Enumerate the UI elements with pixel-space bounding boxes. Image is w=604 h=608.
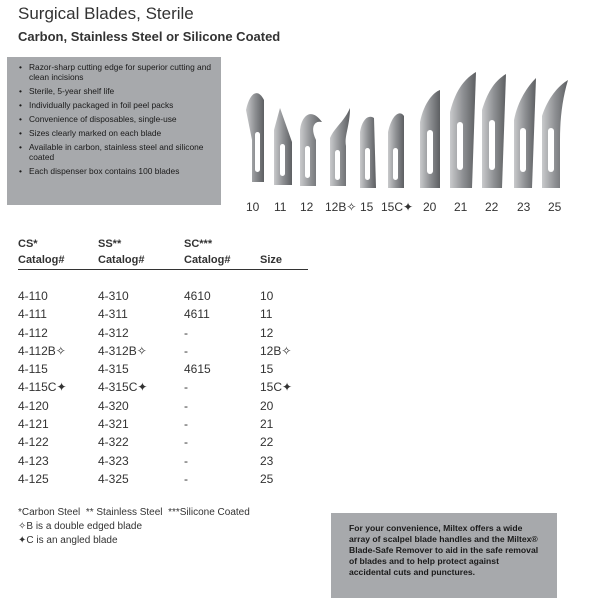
- blade-12b-icon: [330, 108, 350, 186]
- feature-item: • Sterile, 5-year shelf life: [17, 86, 215, 96]
- table-cell: 4-312B✧: [98, 343, 147, 358]
- feature-item: • Convenience of disposables, single-use: [17, 114, 215, 124]
- features-panel: [7, 57, 221, 205]
- table-cell: 4-322: [98, 435, 129, 450]
- ss-header-line2: Catalog#: [98, 254, 145, 266]
- ss-header-line1: SS**: [98, 238, 122, 250]
- table-cell: 20: [260, 398, 274, 413]
- table-cell: 4-125: [18, 471, 49, 486]
- promo-text: For your convenience, Miltex offers a wide array of scalpel blade handles and the Miltex® Blade-Safe Remover to aid in the safe removal of blades and to help protect against accidental cuts and punctures.: [349, 523, 539, 577]
- c-note: ✦C is an angled blade: [18, 535, 118, 546]
- blade-22-icon: [482, 74, 506, 188]
- table-cell: 11: [260, 307, 273, 322]
- feature-item: • Individually packaged in foil peel packs: [17, 100, 215, 110]
- table-cell: -: [184, 343, 188, 358]
- blade-size-label: 15: [360, 200, 374, 214]
- blade-size-label: 12: [300, 200, 314, 214]
- material-legend: *Carbon Steel ** Stainless Steel ***Silicone Coated: [18, 507, 250, 518]
- table-cell: 4-323: [98, 453, 129, 468]
- blade-size-label: 10: [246, 200, 260, 214]
- table-cell: 4611: [184, 307, 210, 322]
- blade-size-label: 20: [423, 200, 437, 214]
- blade-size-label: 15C✦: [381, 200, 414, 214]
- blade-size-label: 12B✧: [325, 200, 357, 214]
- blade-size-label: 25: [548, 200, 562, 214]
- table-cell: 4-312: [98, 325, 129, 340]
- table-cell: 4-315: [98, 362, 129, 377]
- ss-header: [98, 236, 144, 268]
- sc-column: [184, 287, 211, 488]
- table-cell: -: [184, 453, 188, 468]
- table-cell: 4-112: [18, 325, 48, 340]
- table-cell: 4-123: [18, 453, 49, 468]
- blade-15-icon: [360, 117, 376, 188]
- blade-15c-icon: [388, 113, 404, 188]
- cs-column: [18, 287, 67, 488]
- blade-25-icon: [542, 80, 568, 188]
- sc-header: [184, 236, 230, 268]
- feature-item: • Each dispenser box contains 100 blades: [17, 166, 215, 176]
- cs-header-line2: Catalog#: [18, 254, 65, 266]
- cs-header: [18, 236, 64, 268]
- table-cell: 12: [260, 325, 274, 340]
- feature-item: • Razor-sharp cutting edge for superior cutting and clean incisions: [17, 62, 215, 82]
- blade-size-label: 11: [274, 200, 287, 214]
- table-cell: 4-115: [18, 362, 48, 377]
- table-cell: -: [184, 471, 188, 486]
- table-cell: 10: [260, 289, 274, 303]
- table-cell: 4-122: [18, 435, 49, 450]
- page-title: Surgical Blades, Sterile: [18, 4, 194, 23]
- footnotes: [18, 506, 250, 548]
- page-subtitle: Carbon, Stainless Steel or Silicone Coated: [18, 29, 281, 44]
- table-cell: -: [184, 417, 188, 432]
- sc-header-line1: SC***: [184, 238, 213, 250]
- sc-header-line2: Catalog#: [184, 254, 231, 266]
- table-cell: 4-321: [98, 417, 129, 432]
- cs-header-line1: CS*: [18, 238, 38, 250]
- table-cell: -: [184, 325, 188, 340]
- blade-21-icon: [450, 72, 476, 188]
- table-cell: 4615: [184, 362, 211, 377]
- table-cell: 4-320: [98, 398, 129, 413]
- size-column: [260, 287, 292, 488]
- features-list: [17, 62, 215, 176]
- table-cell: 4-111: [18, 307, 47, 322]
- blade-11-icon: [274, 108, 292, 185]
- table-cell: 4-315C✦: [98, 380, 148, 395]
- ss-column: [98, 287, 147, 488]
- table-cell: 4-115C✦: [18, 380, 67, 395]
- blade-size-label: 22: [485, 200, 499, 214]
- blade-size-label: 21: [454, 200, 468, 214]
- blade-10-icon: [246, 93, 264, 182]
- blade-size-labels: [236, 200, 596, 216]
- table-cell: 22: [260, 435, 274, 450]
- blade-12-icon: [300, 114, 322, 186]
- table-cell: 21: [260, 417, 274, 432]
- table-cell: 4-310: [98, 289, 129, 303]
- table-cell: -: [184, 435, 188, 450]
- table-cell: 4-110: [18, 289, 48, 303]
- table-cell: 25: [260, 471, 274, 486]
- table-cell: 4-121: [18, 417, 49, 432]
- table-cell: 4-311: [98, 307, 128, 322]
- table-cell: 15C✦: [260, 380, 293, 395]
- table-cell: 15: [260, 362, 274, 377]
- table-cell: -: [184, 398, 188, 413]
- table-cell: 4610: [184, 289, 211, 303]
- promo-box: [331, 513, 557, 598]
- b-note: ✧B is a double edged blade: [18, 521, 143, 532]
- blade-size-label: 23: [517, 200, 531, 214]
- table-cell: 12B✧: [260, 343, 292, 358]
- feature-item: • Available in carbon, stainless steel and silicone coated: [17, 142, 215, 162]
- table-header-rule: [18, 269, 308, 270]
- blade-20-icon: [420, 90, 440, 188]
- table-cell: 4-120: [18, 398, 49, 413]
- table-cell: 4-325: [98, 471, 129, 486]
- feature-item: • Sizes clearly marked on each blade: [17, 128, 215, 138]
- table-cell: 23: [260, 453, 274, 468]
- blade-23-icon: [514, 78, 536, 188]
- table-cell: 4-112B✧: [18, 343, 66, 358]
- table-cell: -: [184, 380, 188, 395]
- blade-illustrations: [244, 70, 574, 195]
- size-header: Size: [260, 254, 283, 266]
